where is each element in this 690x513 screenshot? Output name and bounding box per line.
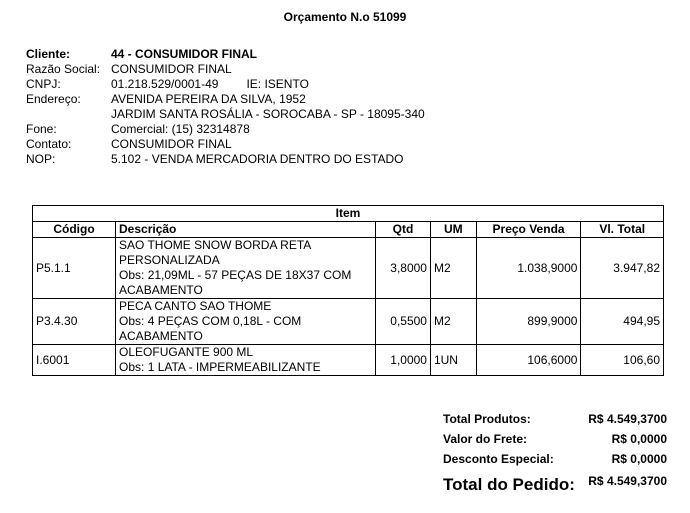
- total-pedido-label: Total do Pedido:: [443, 475, 575, 494]
- col-qtd-header: Qtd: [375, 222, 430, 238]
- razao-value: CONSUMIDOR FINAL: [111, 62, 232, 76]
- cell-um: M2: [430, 299, 476, 345]
- fone-label: Fone:: [26, 122, 57, 136]
- col-um-header: UM: [430, 222, 476, 238]
- cliente-value: 44 - CONSUMIDOR FINAL: [111, 47, 258, 61]
- col-descricao-header: Descrição: [116, 222, 376, 238]
- cell-descricao: [116, 299, 376, 345]
- cell-total: 494,95: [581, 299, 664, 345]
- cell-um: M2: [430, 238, 476, 299]
- desc-line: Obs: 21,09ML - 57 PEÇAS DE 18X37 COM: [119, 268, 352, 282]
- desc-line: PECA CANTO SAO THOME: [119, 299, 272, 313]
- desc-line: OLEOFUGANTE 900 ML: [119, 345, 254, 359]
- endereco-line1: AVENIDA PEREIRA DA SILVA, 1952: [111, 92, 306, 106]
- desc-line: ACABAMENTO: [119, 283, 203, 297]
- total-produtos-row: [443, 409, 669, 429]
- endereco-label: Endereço:: [26, 92, 81, 106]
- total-pedido-row: [443, 471, 669, 499]
- totals-block: [443, 409, 669, 499]
- cell-codigo: P3.4.30: [33, 299, 116, 345]
- contato-row: [26, 137, 425, 152]
- fone-value: Comercial: (15) 32314878: [111, 122, 250, 136]
- desc-line: ACABAMENTO: [119, 329, 203, 343]
- cnpj-row: [26, 77, 425, 92]
- items-group-header: Item: [33, 206, 664, 222]
- cell-total: 106,60: [581, 345, 664, 376]
- cnpj-label: CNPJ:: [26, 77, 61, 91]
- cell-preco: 899,9000: [476, 299, 581, 345]
- col-codigo-header: Código: [33, 222, 116, 238]
- cell-descricao: [116, 345, 376, 376]
- cell-descricao: [116, 238, 376, 299]
- col-preco-header: Preço Venda: [476, 222, 581, 238]
- cell-qtd: 1,0000: [375, 345, 430, 376]
- items-table: [32, 205, 664, 376]
- cell-total: 3.947,82: [581, 238, 664, 299]
- desc-line: SAO THOME SNOW BORDA RETA: [119, 238, 312, 252]
- cliente-label: Cliente:: [26, 47, 71, 61]
- total-pedido-value: R$ 4.549,3700: [588, 474, 667, 488]
- cliente-row: [26, 47, 425, 62]
- frete-label: Valor do Frete:: [443, 432, 528, 446]
- cell-um: 1UN: [430, 345, 476, 376]
- col-total-header: Vl. Total: [581, 222, 664, 238]
- nop-row: [26, 152, 425, 167]
- frete-row: [443, 429, 669, 449]
- cell-codigo: I.6001: [33, 345, 116, 376]
- cell-preco: 106,6000: [476, 345, 581, 376]
- desconto-label: Desconto Especial:: [443, 452, 554, 466]
- total-produtos-label: Total Produtos:: [443, 412, 531, 426]
- cnpj-value: 01.218.529/0001-49: [111, 77, 219, 91]
- contato-label: Contato:: [26, 137, 72, 151]
- cell-qtd: 3,8000: [375, 238, 430, 299]
- nop-label: NOP:: [26, 152, 56, 166]
- endereco-row: [26, 92, 425, 107]
- desconto-value: R$ 0,0000: [611, 452, 667, 466]
- razao-label: Razão Social:: [26, 62, 101, 76]
- contato-value: CONSUMIDOR FINAL: [111, 137, 232, 151]
- document-title: Orçamento N.o 51099: [283, 10, 407, 24]
- desc-line: Obs: 1 LATA - IMPERMEABILIZANTE: [119, 360, 321, 374]
- customer-info: [26, 47, 425, 167]
- cell-qtd: 0,5500: [375, 299, 430, 345]
- total-produtos-value: R$ 4.549,3700: [588, 412, 667, 426]
- cell-preco: 1.038,9000: [476, 238, 581, 299]
- cell-codigo: P5.1.1: [33, 238, 116, 299]
- table-row: [33, 345, 664, 376]
- endereco-row-2: [26, 107, 425, 122]
- desc-line: Obs: 4 PEÇAS COM 0,18L - COM: [119, 314, 302, 328]
- fone-row: [26, 122, 425, 137]
- nop-value: 5.102 - VENDA MERCADORIA DENTRO DO ESTADO: [111, 152, 404, 166]
- razao-row: [26, 62, 425, 77]
- desc-line: PERSONALIZADA: [119, 253, 220, 267]
- table-row: [33, 299, 664, 345]
- frete-value: R$ 0,0000: [611, 432, 667, 446]
- ie-value: IE: ISENTO: [246, 77, 309, 91]
- desconto-row: [443, 449, 669, 469]
- endereco-line2: JARDIM SANTA ROSÁLIA - SOROCABA - SP - 18095-340: [111, 107, 425, 121]
- table-row: [33, 238, 664, 299]
